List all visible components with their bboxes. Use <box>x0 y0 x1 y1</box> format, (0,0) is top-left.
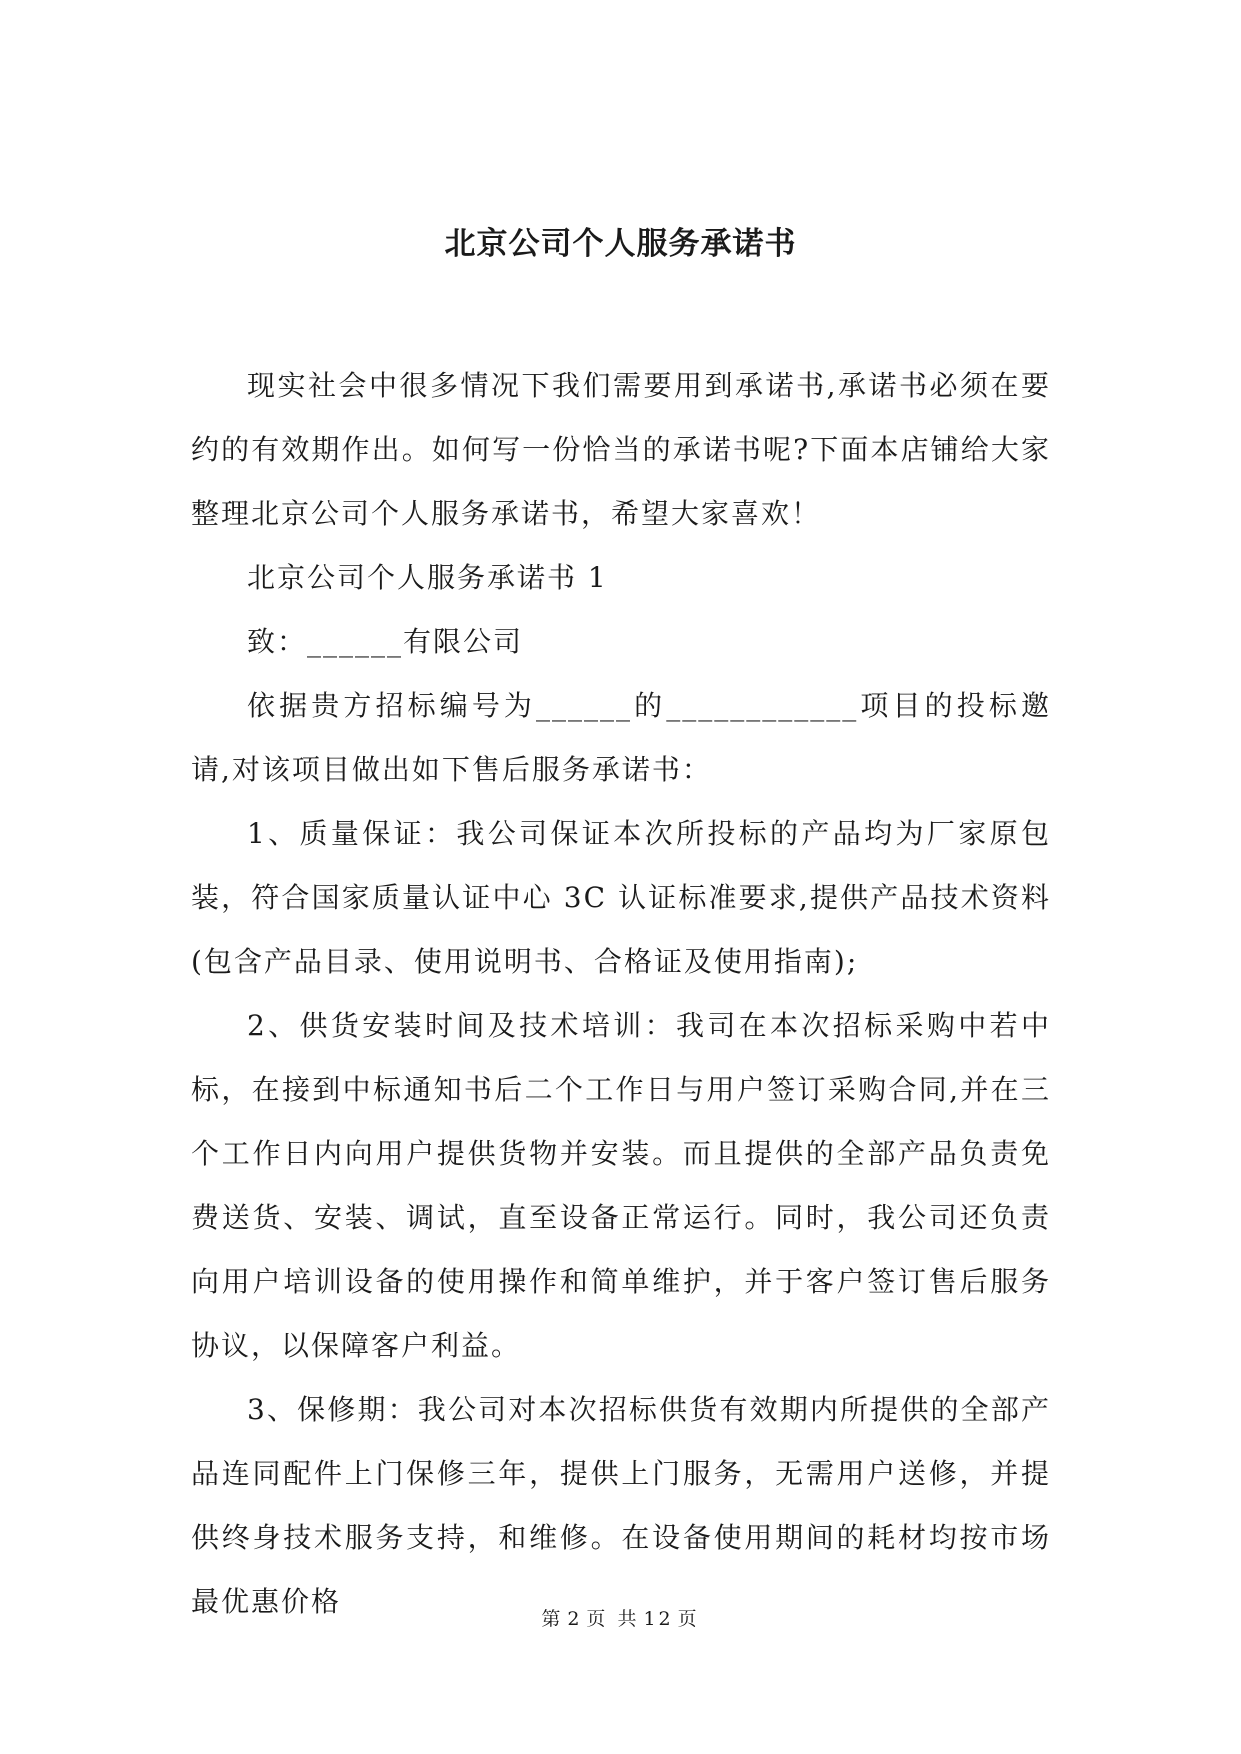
document-title: 北京公司个人服务承诺书 <box>444 226 797 262</box>
basis-paragraph: 依据贵方招标编号为______的____________项目的投标邀请,对该项目做出如下售后服务承诺书： <box>191 689 1051 786</box>
document-body <box>191 354 1051 1634</box>
footer-prefix: 第 <box>541 1608 564 1630</box>
recipient-line: 致：______有限公司 <box>247 625 524 658</box>
footer-middle: 页 共 <box>586 1608 640 1630</box>
footer-total-pages: 12 <box>643 1608 674 1630</box>
footer-suffix: 页 <box>677 1608 700 1630</box>
delivery-training-paragraph: 2、供货安装时间及技术培训：我司在本次招标采购中若中标，在接到中标通知书后二个工作日与用户签订采购合同,并在三个工作日内向用户提供货物并安装。而且提供的全部产品负责免费送货、安装、调试，直至设备正常运行。同时，我公司还负责向用户培训设备的使用操作和简单维护，并于客户签订售后服务协议，以保障客户利益。 <box>191 1009 1051 1362</box>
page-number-footer <box>0 1606 1241 1632</box>
intro-paragraph: 现实社会中很多情况下我们需要用到承诺书,承诺书必须在要约的有效期作出。如何写一份恰当的承诺书呢?下面本店铺给大家整理北京公司个人服务承诺书，希望大家喜欢！ <box>191 369 1051 530</box>
footer-current-page: 2 <box>567 1608 583 1630</box>
section-heading: 北京公司个人服务承诺书 1 <box>247 561 608 594</box>
warranty-paragraph: 3、保修期：我公司对本次招标供货有效期内所提供的全部产品连同配件上门保修三年，提供上门服务，无需用户送修，并提供终身技术服务支持，和维修。在设备使用期间的耗材均按市场最优惠价格 <box>191 1393 1051 1618</box>
quality-guarantee-paragraph: 1、质量保证：我公司保证本次所投标的产品均为厂家原包装，符合国家质量认证中心 3C 认证标准要求,提供产品技术资料(包含产品目录、使用说明书、合格证及使用指南); <box>191 817 1051 978</box>
